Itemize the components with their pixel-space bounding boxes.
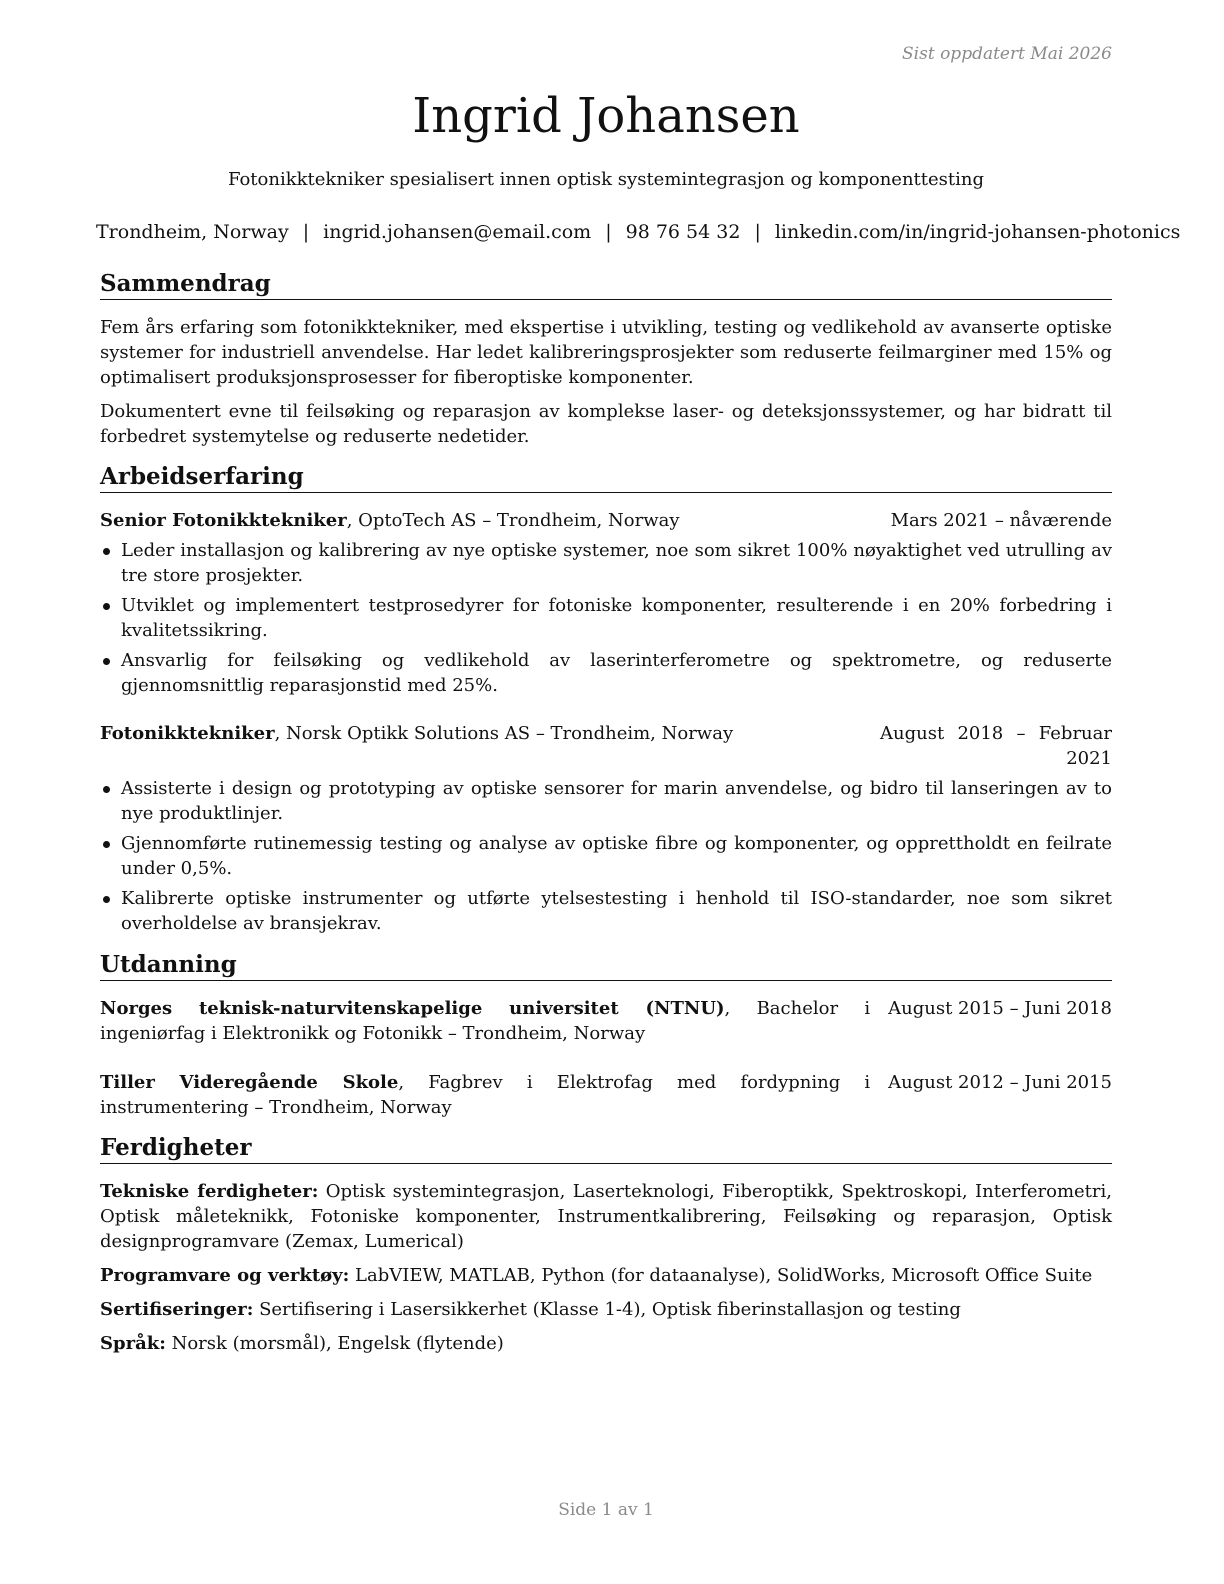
summary-paragraph: Dokumentert evne til feilsøking og reparasjon av komplekse laser- og deteksjonssystemer, og har bidratt til forbedret systemytelse og reduserte nedetider.	[100, 401, 1112, 447]
contact-email[interactable]: ingrid.johansen@email.com	[323, 221, 592, 243]
last-updated: Sist oppdatert Mai 2026	[902, 44, 1112, 64]
job-entry	[100, 721, 1112, 936]
page-number: Side 1 av 1	[558, 1500, 654, 1520]
education-detail: , Fagbrev i Elektrofag med fordypning i instrumentering – Trondheim, Norway	[100, 1072, 871, 1118]
skill-value: LabVIEW, MATLAB, Python (for dataanalyse), SolidWorks, Microsoft Office Suite	[349, 1265, 1093, 1286]
experience-section	[100, 463, 1112, 936]
list-item: Utviklet og implementert testprosedyrer for fotoniske komponenter, resulterende i en 20% forbedring i kvalitetssikring.	[100, 593, 1112, 643]
job-header	[100, 508, 1112, 533]
education-entry	[100, 996, 1112, 1046]
job-bullets	[100, 538, 1112, 698]
contact-linkedin[interactable]: linkedin.com/in/ingrid-johansen-photonics	[774, 221, 1181, 243]
contact-separator: |	[302, 221, 310, 243]
skill-value: Norsk (morsmål), Engelsk (flytende)	[165, 1333, 504, 1354]
job-company: , Norsk Optikk Solutions AS – Trondheim, Norway	[274, 723, 734, 744]
contact-phone: 98 76 54 32	[625, 221, 741, 243]
summary-paragraph: Fem års erfaring som fotonikktekniker, med ekspertise i utvikling, testing og vedlikehold av avanserte optiske systemer for industriell anvendelse. Har ledet kalibreringsprosjekter som reduserte feilmarginer med 15% og optimalisert produksjonsprosesser for fiberoptiske komponenter.	[100, 317, 1112, 388]
job-company: , OptoTech AS – Trondheim, Norway	[346, 510, 680, 531]
education-school: Tiller Videregående Skole	[100, 1072, 399, 1093]
summary-section	[100, 270, 1112, 449]
education-school: Norges teknisk-naturvitenskapelige universitet (NTNU)	[100, 998, 725, 1019]
resume-page	[96, 0, 1181, 1584]
skill-value: Optisk systemintegrasjon, Laserteknologi, Fiberoptikk, Spektroskopi, Interferometri, Optisk måleteknikk, Fotoniske komponenter, Instrumentkalibrering, Feilsøking og reparasjon, Optisk designprogramvare (Zemax, Lumerical)	[100, 1181, 1112, 1252]
list-item: Kalibrerte optiske instrumenter og utførte ytelsestesting i henhold til ISO-standarder, noe som sikret overholdelse av bransjekrav.	[100, 886, 1112, 936]
section-title-education: Utdanning	[100, 951, 1112, 981]
skill-label: Sertifiseringer:	[100, 1299, 254, 1320]
skill-label: Språk:	[100, 1333, 166, 1354]
job-header	[100, 721, 1112, 771]
skill-value: Sertifisering i Lasersikkerhet (Klasse 1-4), Optisk fiberinstallasjon og testing	[253, 1299, 961, 1320]
section-title-summary: Sammendrag	[100, 270, 1112, 300]
job-role: Senior Fotonikktekniker	[100, 510, 347, 531]
skill-line	[100, 1297, 1112, 1322]
skill-label: Tekniske ferdigheter:	[100, 1181, 319, 1202]
skill-line	[100, 1331, 1112, 1356]
education-dates: August 2012 – Juni 2015	[888, 1072, 1112, 1093]
education-dates: August 2015 – Juni 2018	[888, 998, 1112, 1019]
list-item: Gjennomførte rutinemessig testing og analyse av optiske fibre og komponenter, og opprettholdt en feilrate under 0,5%.	[100, 831, 1112, 881]
education-detail: , Bachelor i ingeniørfag i Elektronikk og Fotonikk – Trondheim, Norway	[100, 998, 871, 1044]
candidate-name: Ingrid Johansen	[412, 88, 800, 144]
contact-location: Trondheim, Norway	[96, 221, 289, 243]
contact-separator: |	[605, 221, 612, 243]
job-role: Fotonikktekniker	[100, 723, 275, 744]
job-dates: August 2018 – Februar 2021	[880, 723, 1112, 769]
job-bullets	[100, 776, 1112, 936]
skill-line	[100, 1179, 1112, 1254]
job-entry	[100, 508, 1112, 698]
section-title-skills: Ferdigheter	[100, 1134, 1112, 1164]
section-title-experience: Arbeidserfaring	[100, 463, 1112, 493]
contact-line	[96, 218, 1181, 246]
skill-label: Programvare og verktøy:	[100, 1265, 350, 1286]
list-item: Assisterte i design og prototyping av optiske sensorer for marin anvendelse, og bidro til lanseringen av to nye produktlinjer.	[100, 776, 1112, 826]
tagline: Fotonikktekniker spesialisert innen optisk systemintegrasjon og komponenttesting	[227, 169, 985, 190]
list-item: Leder installasjon og kalibrering av nye optiske systemer, noe som sikret 100% nøyaktighet ved utrulling av tre store prosjekter.	[100, 538, 1112, 588]
skills-section	[100, 1134, 1112, 1356]
list-item: Ansvarlig for feilsøking og vedlikehold av laserinterferometre og spektrometre, og reduserte gjennomsnittlig reparasjonstid med 25%.	[100, 648, 1112, 698]
education-entry	[100, 1070, 1112, 1120]
education-section	[100, 951, 1112, 1120]
contact-separator: |	[754, 221, 761, 243]
job-dates: Mars 2021 – nåværende	[890, 510, 1112, 531]
skill-line	[100, 1263, 1112, 1288]
